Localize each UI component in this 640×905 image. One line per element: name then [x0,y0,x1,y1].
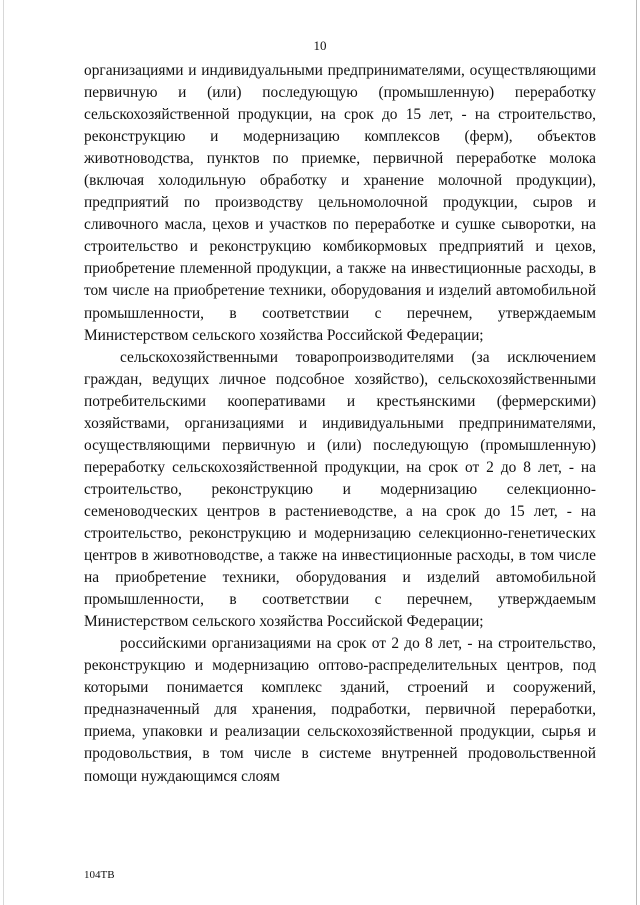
scan-edge-left [3,0,4,905]
page-number: 10 [313,38,327,53]
paragraph: российскими организациями на срок от 2 до 8 лет, - на строительство, реконструкцию и модернизацию оптово-распределительных центров, под которыми понимается комплекс зданий, строений и сооружений, предназначенный для хранения, подработки, первичной переработки, приема, упаковки и реализации сельскохозяйственной продукции, сырья и продовольствия, в том числе в системе внутренней продовольственной помощи нуждающимся слоям [84,635,596,785]
paragraph-continuation: организациями и индивидуальными предпринимателями, осуществляющими первичную и (или) последующую (промышленную) переработку сельскохозяйственной продукции, на срок до 15 лет, - на строительство, реконструкцию и модернизацию комплексов (ферм), объектов животноводства, пунктов по приемке, первичной переработке молока (включая холодильную обработку и хранение молочной продукции), предприятий по производству цельномолочной продукции, сыров и сливочного масла, цехов и участков по переработке и сушке сыворотки, на строительство и реконструкцию комбикормовых предприятий и цехов, приобретение племенной продукции, а также на инвестиционные расходы, в том числе на приобретение техники, оборудования и изделий автомобильной промышленности, в соответствии с перечнем, утверждаемым Министерством сельского хозяйства Российской Федерации; [84,62,596,344]
scan-edge-right [636,0,637,905]
paragraph: сельскохозяйственными товаропроизводителями (за исключением граждан, ведущих личное подсобное хозяйство), сельскохозяйственными потребительскими кооперативами и крестьянскими (фермерскими) хозяйствами, организациями и индивидуальными предпринимателями, осуществляющими первичную и (или) последующую (промышленную) переработку сельскохозяйственной продукции, на срок от 2 до 8 лет, - на строительство, реконструкцию и модернизацию селекционно-семеноводческих центров в растениеводстве, а на срок до 15 лет, - на строительство, реконструкцию и модернизацию селекционно-генетических центров в животноводстве, а также на инвестиционные расходы, в том числе на приобретение техники, оборудования и изделий автомобильной промышленности, в соответствии с перечнем, утверждаемым Министерством сельского хозяйства Российской Федерации; [84,348,596,631]
document-code: 104ТВ [84,869,115,881]
body-text [84,60,596,788]
